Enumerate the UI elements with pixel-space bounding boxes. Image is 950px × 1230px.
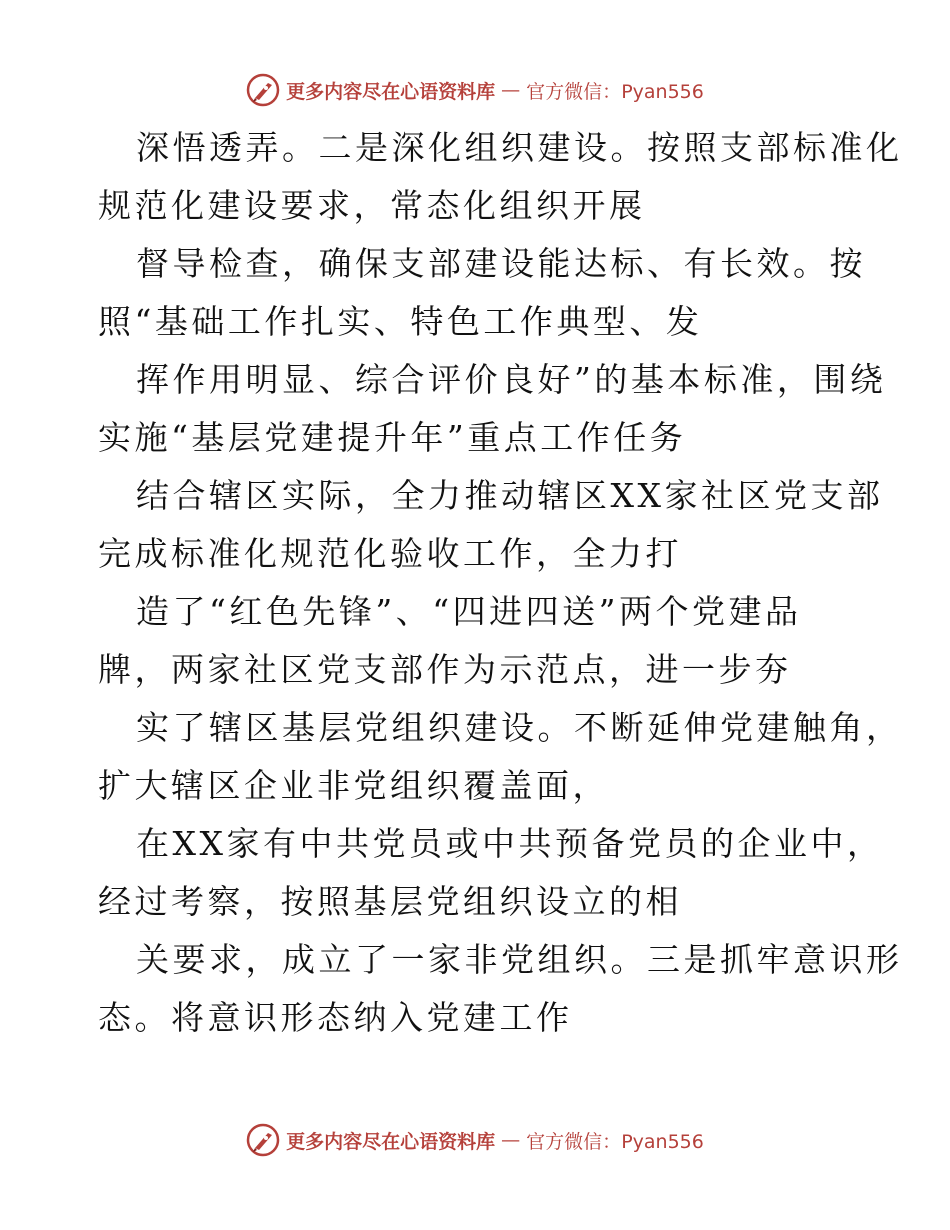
watermark-contact-label: 官方微信： (526, 80, 622, 103)
watermark-contact-id: Pyan556 (621, 80, 704, 103)
text-line: 在XX家有中共党员或中共预备党员的企业中， (136, 824, 884, 863)
text-line: 态。将意识形态纳入党建工作 (98, 998, 573, 1037)
text-line: 结合辖区实际，全力推动辖区XX家社区党支部 (136, 476, 884, 515)
text-line: 实施“基层党建提升年”重点工作任务 (98, 418, 687, 457)
watermark-contact-label: 官方微信： (526, 1130, 622, 1153)
text-line: 造了“红色先锋”、“四进四送”两个党建品 (136, 592, 802, 631)
watermark-title: 更多内容尽在心语资料库 (286, 1130, 496, 1153)
quill-pen-logo-icon (246, 1123, 280, 1157)
text-line: 关要求，成立了一家非党组织。三是抓牢意识形 (136, 940, 903, 979)
text-line: 深悟透弄。二是深化组织建设。按照支部标准化 (136, 128, 903, 167)
text-line: 督导检查，确保支部建设能达标、有长效。按 (136, 244, 866, 283)
text-line: 牌，两家社区党支部作为示范点，进一步夯 (98, 650, 792, 689)
footer-watermark (0, 1120, 950, 1160)
text-line: 经过考察，按照基层党组织设立的相 (98, 882, 682, 921)
text-line: 照“基础工作扎实、特色工作典型、发 (98, 302, 703, 341)
watermark-contact (526, 1127, 704, 1154)
watermark-contact-id: Pyan556 (621, 1130, 704, 1153)
header-watermark (0, 70, 950, 110)
watermark-separator: — (501, 1129, 521, 1151)
quill-pen-logo-icon (246, 73, 280, 107)
text-line: 挥作用明显、综合评价良好”的基本标准，围绕 (136, 360, 887, 399)
watermark-contact (526, 77, 704, 104)
text-line: 规范化建设要求，常态化组织开展 (98, 186, 646, 225)
text-line: 实了辖区基层党组织建设。不断延伸党建触角， (136, 708, 903, 747)
watermark-separator: — (501, 79, 521, 101)
watermark-title: 更多内容尽在心语资料库 (286, 80, 496, 103)
text-line: 扩大辖区企业非党组织覆盖面， (98, 766, 609, 805)
text-line: 完成标准化规范化验收工作，全力打 (98, 534, 682, 573)
